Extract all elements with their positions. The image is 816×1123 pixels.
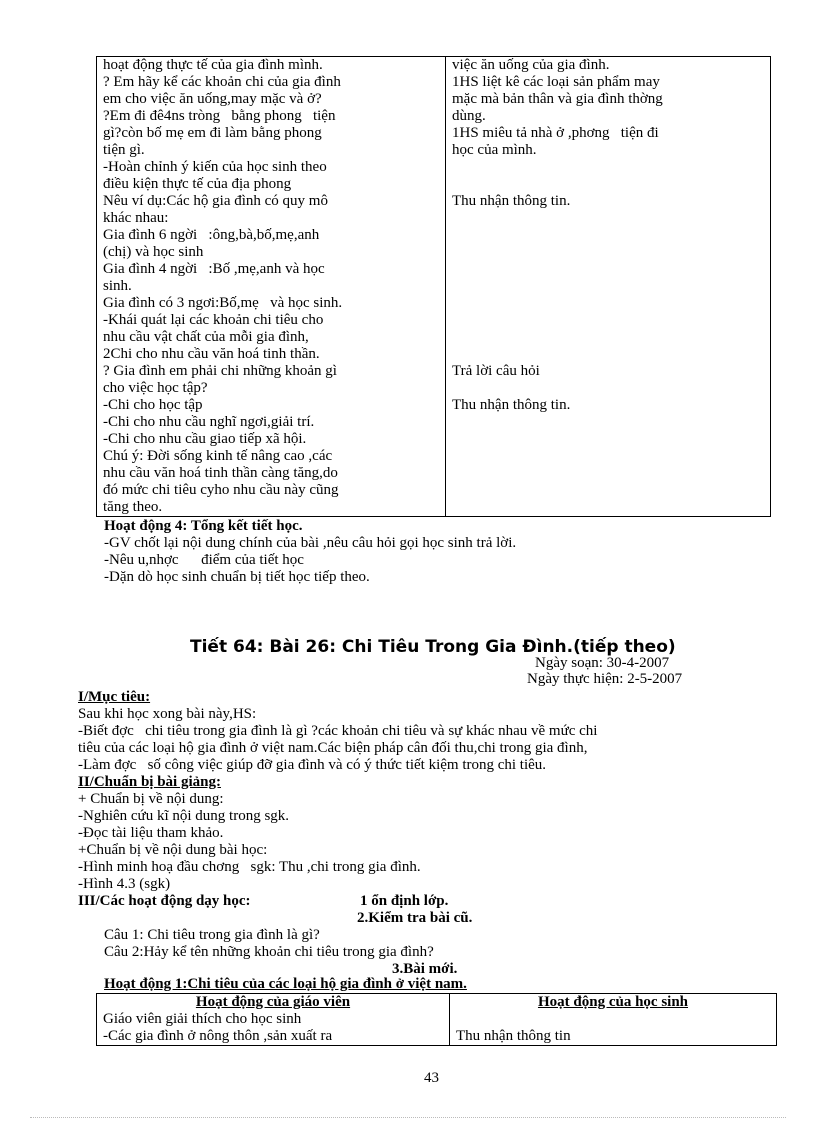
date-taught: Ngày thực hiện: 2-5-2007 bbox=[527, 671, 683, 687]
student-activity-lines bbox=[452, 57, 764, 159]
activity4-lines bbox=[104, 535, 516, 586]
question-1: Câu 1: Chi tiêu trong gia đình là gì? bbox=[104, 927, 320, 943]
student-activity-column bbox=[446, 57, 771, 517]
student-column-header: Hoạt động của học sinh bbox=[537, 994, 689, 1010]
student-activity-line: 1HS miêu tả nhà ở ,phơng tiện đi bbox=[452, 125, 659, 141]
teacher-activity-line: sinh. bbox=[103, 278, 132, 294]
activity4-line: -Nêu u,nhợc điểm của tiết học bbox=[104, 552, 304, 568]
section1-heading: I/Mục tiêu: bbox=[78, 689, 151, 705]
teacher-activity-line: nhu cầu vật chất của mỗi gia đình, bbox=[103, 329, 309, 345]
student-cell-1 bbox=[450, 1011, 777, 1046]
student-activity-line: học của mình. bbox=[452, 142, 537, 158]
teacher-activity-line: -Hoàn chỉnh ý kiến của học sinh theo bbox=[103, 159, 327, 175]
student-line-1: Thu nhận thông tin bbox=[456, 1028, 571, 1044]
preparation-line: -Nghiên cứu kĩ nội dung trong sgk. bbox=[78, 808, 290, 824]
student-activity-line: mặc mà bản thân và gia đình thờng bbox=[452, 91, 663, 107]
teacher-activity-line: em cho việc ăn uống,may mặc và ở? bbox=[103, 91, 322, 107]
teacher-column-header: Hoạt động của giáo viên bbox=[97, 994, 450, 1012]
teacher-activity-line: khác nhau: bbox=[103, 210, 169, 226]
preparation-line: -Hình minh hoạ đầu chơng sgk: Thu ,chi trong gia đình. bbox=[78, 859, 421, 875]
activity1-heading: Hoạt động 1:Chi tiêu của các loại hộ gia đình ở việt nam. bbox=[104, 976, 467, 992]
activity4-heading: Hoạt động 4: Tổng kết tiết học. bbox=[104, 518, 303, 534]
teacher-activity-line: cho việc học tập? bbox=[103, 380, 208, 396]
student-activity-line: việc ăn uống của gia đình. bbox=[452, 57, 610, 73]
teacher-activity-line: -Chi cho nhu cầu giao tiếp xã hội. bbox=[103, 431, 307, 447]
activity4-line: -GV chốt lại nội dung chính của bài ,nêu câu hỏi gọi học sinh trả lời. bbox=[104, 535, 517, 551]
student-activity-line: dùng. bbox=[452, 108, 486, 124]
teacher-activity-line: nhu cầu văn hoá tinh thần càng tăng,do bbox=[103, 465, 338, 481]
teacher-line-2: -Các gia đình ở nông thôn ,sản xuất ra bbox=[103, 1028, 333, 1044]
section3-heading: III/Các hoạt động dạy học: bbox=[78, 893, 251, 909]
student-activity-line: 1HS liệt kê các loại sản phẩm may bbox=[452, 74, 660, 90]
student-activity-answer: Trả lời câu hỏi bbox=[452, 363, 540, 379]
lesson-title: Tiết 64: Bài 26: Chi Tiêu Trong Gia Đình.(tiếp theo) bbox=[190, 637, 676, 657]
teacher-activity-line: hoạt động thực tế của gia đình mình. bbox=[103, 57, 323, 73]
teacher-cell-1 bbox=[97, 1011, 450, 1046]
student-activity-receive-info-2: Thu nhận thông tin. bbox=[452, 397, 571, 413]
step-3: 3.Bài mới. bbox=[392, 961, 458, 977]
question-2: Câu 2:Hảy kể tên những khoản chi tiêu trong gia đình? bbox=[104, 944, 434, 960]
objective-line: -Làm đợc số công việc giúp đỡ gia đình và có ý thức tiết kiệm trong chi tiêu. bbox=[78, 757, 547, 773]
activity4-line: -Dặn dò học sinh chuẩn bị tiết học tiếp theo. bbox=[104, 569, 370, 585]
teacher-activity-line: tiện gì. bbox=[103, 142, 145, 158]
step-1: 1 ổn định lớp. bbox=[360, 893, 449, 909]
preparation-line: -Hình 4.3 (sgk) bbox=[78, 876, 171, 892]
step-2: 2.Kiểm tra bài cũ. bbox=[357, 910, 473, 926]
teacher-activity-line: tăng theo. bbox=[103, 499, 163, 515]
objective-line: Sau khi học xong bài này,HS: bbox=[78, 706, 257, 722]
teacher-activity-column bbox=[97, 57, 446, 517]
teacher-activity-line: -Khái quát lại các khoản chi tiêu cho bbox=[103, 312, 324, 328]
teacher-activity-line: điều kiện thực tế của địa phong bbox=[103, 176, 292, 192]
teacher-activity-line: đó mức chi tiêu cyho nhu cầu này cũng bbox=[103, 482, 339, 498]
section1-lines bbox=[78, 706, 597, 774]
teacher-activity-line: 2Chi cho nhu cầu văn hoá tinh thần. bbox=[103, 346, 320, 362]
teacher-activity-line: ? Gia đình em phải chi những khoản gì bbox=[103, 363, 337, 379]
student-activity-receive-info: Thu nhận thông tin. bbox=[452, 193, 571, 209]
preparation-line: + Chuẩn bị về nội dung: bbox=[78, 791, 224, 807]
page-bottom-border bbox=[30, 1117, 786, 1118]
date-prepared: Ngày soạn: 30-4-2007 bbox=[535, 655, 670, 671]
teacher-activity-line: ?Em đi đê4ns tròng bằng phong tiện bbox=[103, 108, 336, 124]
teacher-activity-line: -Chi cho nhu cầu nghĩ ngơi,giải trí. bbox=[103, 414, 315, 430]
teacher-activity-line: (chị) và học sinh bbox=[103, 244, 204, 260]
teacher-activity-line: Chú ý: Đời sống kinh tế nâng cao ,các bbox=[103, 448, 333, 464]
section2-heading: II/Chuẩn bị bài giảng: bbox=[78, 774, 221, 790]
objective-line: -Biết đợc chi tiêu trong gia đình là gì ?các khoản chi tiêu và sự khác nhau về mức chi bbox=[78, 723, 598, 739]
lesson-table-continued bbox=[96, 56, 771, 517]
teacher-activity-line: Gia đình 4 ngời :Bố ,mẹ,anh và học bbox=[103, 261, 325, 277]
objective-line: tiêu của các loại hộ gia đình ở việt nam.Các biện pháp cân đối thu,chi trong gia đình, bbox=[78, 740, 588, 756]
teacher-activity-line: Nêu ví dụ:Các hộ gia đình có quy mô bbox=[103, 193, 328, 209]
teacher-activity-lines bbox=[103, 57, 439, 516]
preparation-line: +Chuẩn bị về nội dung bài học: bbox=[78, 842, 268, 858]
preparation-line: -Đọc tài liệu tham khảo. bbox=[78, 825, 224, 841]
teacher-activity-line: -Chi cho học tập bbox=[103, 397, 203, 413]
page-number: 43 bbox=[424, 1070, 439, 1086]
teacher-activity-line: ? Em hãy kể các khoản chi của gia đình bbox=[103, 74, 341, 90]
section2-lines bbox=[78, 791, 421, 893]
teacher-activity-line: gì?còn bố mẹ em đi làm bằng phong bbox=[103, 125, 322, 141]
activity1-table bbox=[96, 993, 777, 1046]
teacher-activity-line: Gia đình 6 ngời :ông,bà,bố,mẹ,anh bbox=[103, 227, 320, 243]
teacher-activity-line: Gia đình có 3 ngơi:Bố,mẹ và học sinh. bbox=[103, 295, 343, 311]
teacher-line-1: Giáo viên giải thích cho học sinh bbox=[103, 1011, 302, 1027]
